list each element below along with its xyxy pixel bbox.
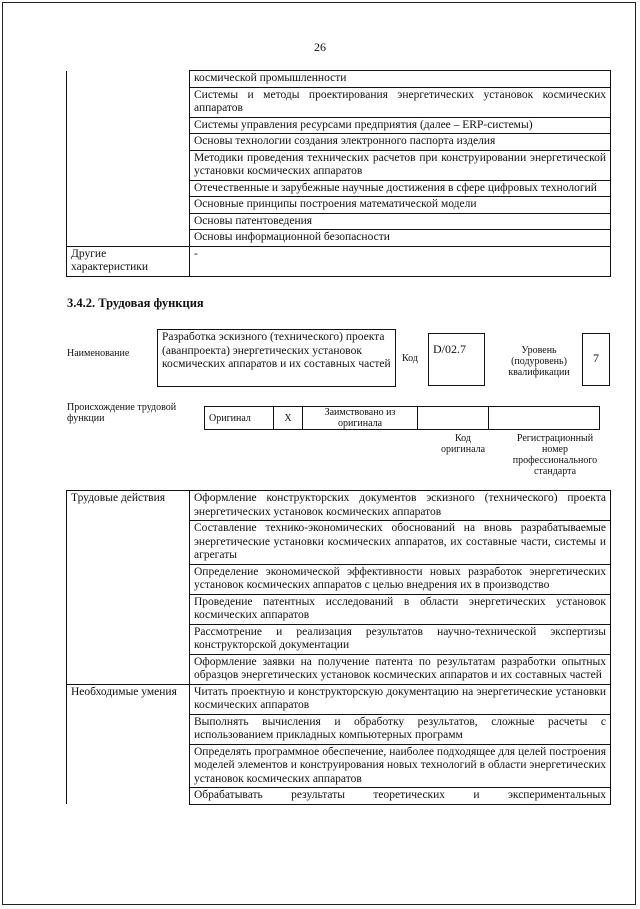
knowledge-item: Основы информационной безопасности: [190, 230, 611, 247]
code-value-box: D/02.7: [428, 333, 485, 386]
original-cell: Оригинал: [205, 407, 274, 430]
knowledge-item: Системы управления ресурсами предприятия (далее – ERP-системы): [190, 117, 611, 134]
origin-table: [204, 406, 600, 430]
knowledge-continuation-table: [66, 70, 611, 277]
table-cell-blank: [67, 594, 190, 624]
labor-action-item: Оформление конструкторских документов эскизного (технического) проекта энергетических установок космических аппаратов: [190, 491, 611, 521]
table-cell-blank: [67, 134, 190, 151]
borrowed-cell: Заимствовано из оригинала: [303, 407, 418, 430]
knowledge-item: Системы и методы проектирования энергетических установок космических аппаратов: [190, 87, 611, 117]
table-cell-blank: [67, 87, 190, 117]
table-cell-blank: [67, 788, 190, 805]
knowledge-item: Отечественные и зарубежные научные достижения в сфере цифровых технологий: [190, 180, 611, 197]
origin-label: Происхождение трудовой функции: [67, 402, 177, 424]
labor-action-item: Рассмотрение и реализация результатов научно-технической экспертизы конструкторской документации: [190, 624, 611, 654]
labor-action-item: Оформление заявки на получение патента по результатам разработки опытных образцов энергетических установок космических аппаратов и их составных частей: [190, 654, 611, 684]
name-label: Наименование: [67, 348, 130, 359]
knowledge-item: Методики проведения технических расчетов при конструировании энергетической установки космических аппаратов: [190, 150, 611, 180]
table-cell-blank: [67, 744, 190, 788]
page-number: 26: [314, 40, 326, 54]
code-original-cell: [418, 407, 489, 430]
knowledge-item: Основы патентоведения: [190, 213, 611, 230]
required-skills-label: Необходимые умения: [67, 684, 190, 714]
registration-number-cell: [489, 407, 600, 430]
skill-item: Определять программное обеспечение, наиболее подходящее для целей построения моделей элементов и конструирования новых технологий в области энергетических установок космических аппаратов: [190, 744, 611, 788]
table-cell-blank: [67, 197, 190, 214]
other-characteristics-label: Другие характеристики: [67, 246, 190, 276]
skill-item: Читать проектную и конструкторскую документацию на энергетические установки космических аппаратов: [190, 684, 611, 714]
table-cell-blank: [67, 180, 190, 197]
knowledge-item: Основы технологии создания электронного паспорта изделия: [190, 134, 611, 151]
table-cell-blank: [67, 117, 190, 134]
function-name-box: Разработка эскизного (технического) проекта (аванпроекта) энергетических установок космических аппаратов и их составных частей: [157, 329, 396, 387]
section-heading: 3.4.2. Трудовая функция: [67, 296, 204, 310]
labor-action-item: Проведение патентных исследований в области энергетических установок космических аппаратов: [190, 594, 611, 624]
table-cell-blank: [67, 624, 190, 654]
labor-action-item: Составление технико-экономических обоснований на вновь разрабатываемые энергетические установки космических аппаратов, их составные части, системы и агрегаты: [190, 521, 611, 565]
table-cell-blank: [67, 213, 190, 230]
labor-function-table: [66, 490, 611, 805]
other-characteristics-value: -: [190, 246, 611, 276]
table-cell-blank: [67, 564, 190, 594]
table-cell-blank: [67, 71, 190, 88]
table-cell-blank: [67, 714, 190, 744]
knowledge-item: космической промышленности: [190, 71, 611, 88]
knowledge-item: Основные принципы построения математической модели: [190, 197, 611, 214]
code-original-label: Код оригинала: [440, 433, 486, 455]
labor-action-item: Определение экономической эффективности новых разработок энергетических установок космических аппаратов с целью внедрения их в производство: [190, 564, 611, 594]
table-cell-blank: [67, 150, 190, 180]
table-cell-blank: [67, 230, 190, 247]
qualification-level-label: Уровень (подуровень) квалификации: [508, 345, 570, 378]
table-cell-blank: [67, 654, 190, 684]
code-label: Код: [402, 353, 418, 364]
labor-actions-label: Трудовые действия: [67, 491, 190, 521]
qualification-level-box: 7: [582, 333, 610, 386]
skill-item: Выполнять вычисления и обработку результатов, сложные расчеты с использованием прикладных компьютерных программ: [190, 714, 611, 744]
skill-item: Обрабатывать результаты теоретических и экспериментальных: [190, 788, 611, 805]
original-mark: X: [274, 407, 303, 430]
table-cell-blank: [67, 521, 190, 565]
registration-number-label: Регистрационный номер профессионального стандарта: [512, 433, 598, 477]
